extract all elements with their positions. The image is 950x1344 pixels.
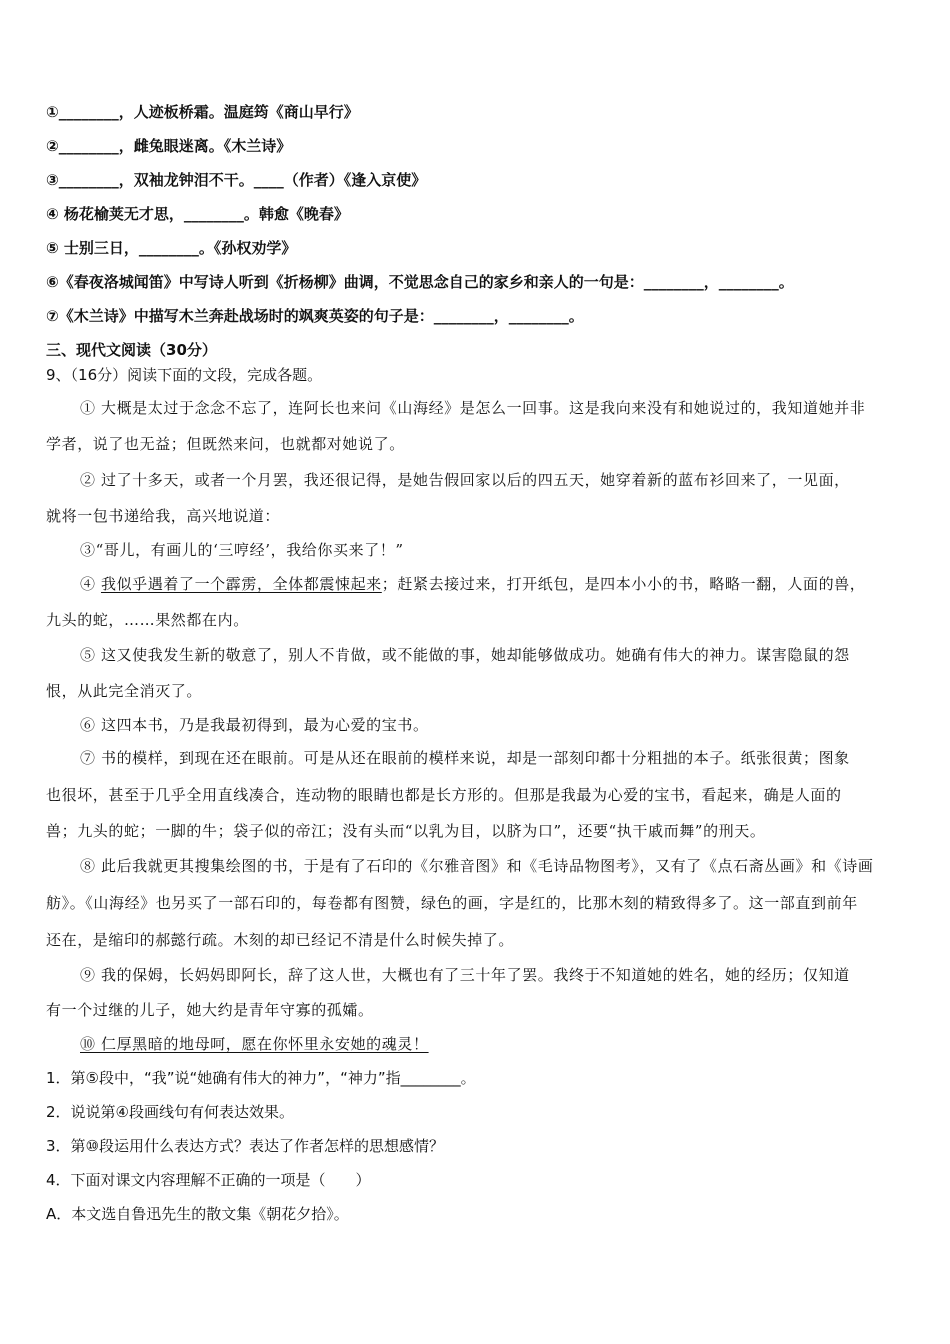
paragraph-3: ③“哥儿，有画儿的‘三哼经’，我给你买来了！”	[80, 541, 404, 559]
poem-line-6: ⑥《春夜洛城闻笛》中写诗人听到《折杨柳》曲调，不觉思念自己的家乡和亲人的一句是：________，________。	[46, 273, 794, 291]
question-2: 2．说说第④段画线句有何表达效果。	[46, 1103, 294, 1121]
paragraph-8-line-1: ⑧ 此后我就更其搜集绘图的书，于是有了石印的《尔雅音图》和《毛诗品物图考》，又有了《点石斋丛画》和《诗画	[80, 857, 874, 875]
poem-line-4: ④ 杨花榆荚无才思，________。韩愈《晚春》	[46, 205, 349, 223]
paragraph-5-line-2: 恨，从此完全消灭了。	[46, 682, 203, 700]
paragraph-8-line-3: 还在，是缩印的郝懿行疏。木刻的却已经记不清是什么时候失掉了。	[46, 931, 515, 949]
paragraph-1-line-1: ① 大概是太过于念念不忘了，连阿长也来问《山海经》是怎么一回事。这是我向来没有和她说过的，我知道她并非	[80, 399, 866, 417]
paragraph-8-line-2: 舫》。《山海经》也另买了一部石印的，每卷都有图赞，绿色的画，字是红的，比那木刻的精致得多了。这一部直到前年	[46, 894, 858, 912]
paragraph-4-number: ④	[80, 575, 101, 593]
poem-line-2: ②________，雌兔眼迷离。《木兰诗》	[46, 137, 292, 155]
poem-line-5: ⑤ 士别三日，________。《孙权劝学》	[46, 239, 297, 257]
paragraph-7-line-1: ⑦ 书的模样，到现在还在眼前。可是从还在眼前的模样来说，却是一部刻印都十分粗拙的本子。纸张很黄；图象	[80, 749, 850, 767]
paragraph-9-line-2: 有一个过继的儿子，她大约是青年守寡的孤孀。	[46, 1001, 374, 1019]
question-3: 3．第⑩段运用什么表达方式？表达了作者怎样的思想感情？	[46, 1137, 444, 1155]
section-title: 三、现代文阅读（30分）	[46, 341, 217, 359]
paragraph-6: ⑥ 这四本书，乃是我最初得到，最为心爱的宝书。	[80, 716, 429, 734]
paragraph-4-line-1	[80, 574, 910, 594]
paragraph-1-line-2: 学者，说了也无益；但既然来问，也就都对她说了。	[46, 435, 405, 453]
poem-line-1: ①________，人迹板桥霜。温庭筠《商山早行》	[46, 103, 359, 121]
question-intro: 9、（16分）阅读下面的文段，完成各题。	[46, 366, 323, 384]
paragraph-4-rest: ；赶紧去接过来，打开纸包，是四本小小的书，略略一翻，人面的兽，	[381, 575, 866, 593]
poem-line-3: ③________，双袖龙钟泪不干。____（作者）《逢入京使》	[46, 171, 427, 189]
question-4: 4．下面对课文内容理解不正确的一项是（ ）	[46, 1171, 371, 1189]
paragraph-4-line-2: 九头的蛇，……果然都在内。	[46, 611, 249, 629]
underlined-sentence: 我似乎遇着了一个霹雳，全体都震悚起来	[100, 575, 382, 593]
question-4-option-a: A．本文选自鲁迅先生的散文集《朝花夕拾》。	[46, 1205, 349, 1223]
paragraph-9-line-1: ⑨ 我的保姆，长妈妈即阿长，辞了这人世，大概也有了三十年了罢。我终于不知道她的姓名，她的经历；仅知道	[80, 966, 850, 984]
paragraph-2-line-2: 就将一包书递给我，高兴地说道：	[46, 507, 281, 525]
poem-line-7: ⑦《木兰诗》中描写木兰奔赴战场时的飒爽英姿的句子是：________，________。	[46, 307, 584, 325]
paragraph-2-line-1: ② 过了十多天，或者一个月罢，我还很记得，是她告假回家以后的四五天，她穿着新的蓝布衫回来了，一见面，	[80, 471, 850, 489]
paragraph-7-line-3: 兽；九头的蛇；一脚的牛；袋子似的帝江；没有头而“以乳为目，以脐为口”，还要“执干戚而舞”的刑天。	[46, 822, 766, 840]
question-1: 1．第⑤段中，“我”说“她确有伟大的神力”，“神力”指________。	[46, 1069, 476, 1087]
paragraph-7-line-2: 也很坏，甚至于几乎全用直线凑合，连动物的眼睛也都是长方形的。但那是我最为心爱的宝书，看起来，确是人面的	[46, 786, 842, 804]
paragraph-10: ⑩ 仁厚黑暗的地母呵，愿在你怀里永安她的魂灵！	[80, 1035, 429, 1053]
paragraph-5-line-1: ⑤ 这又使我发生新的敬意了，别人不肯做，或不能做的事，她却能够做成功。她确有伟大的神力。谋害隐鼠的怨	[80, 646, 850, 664]
